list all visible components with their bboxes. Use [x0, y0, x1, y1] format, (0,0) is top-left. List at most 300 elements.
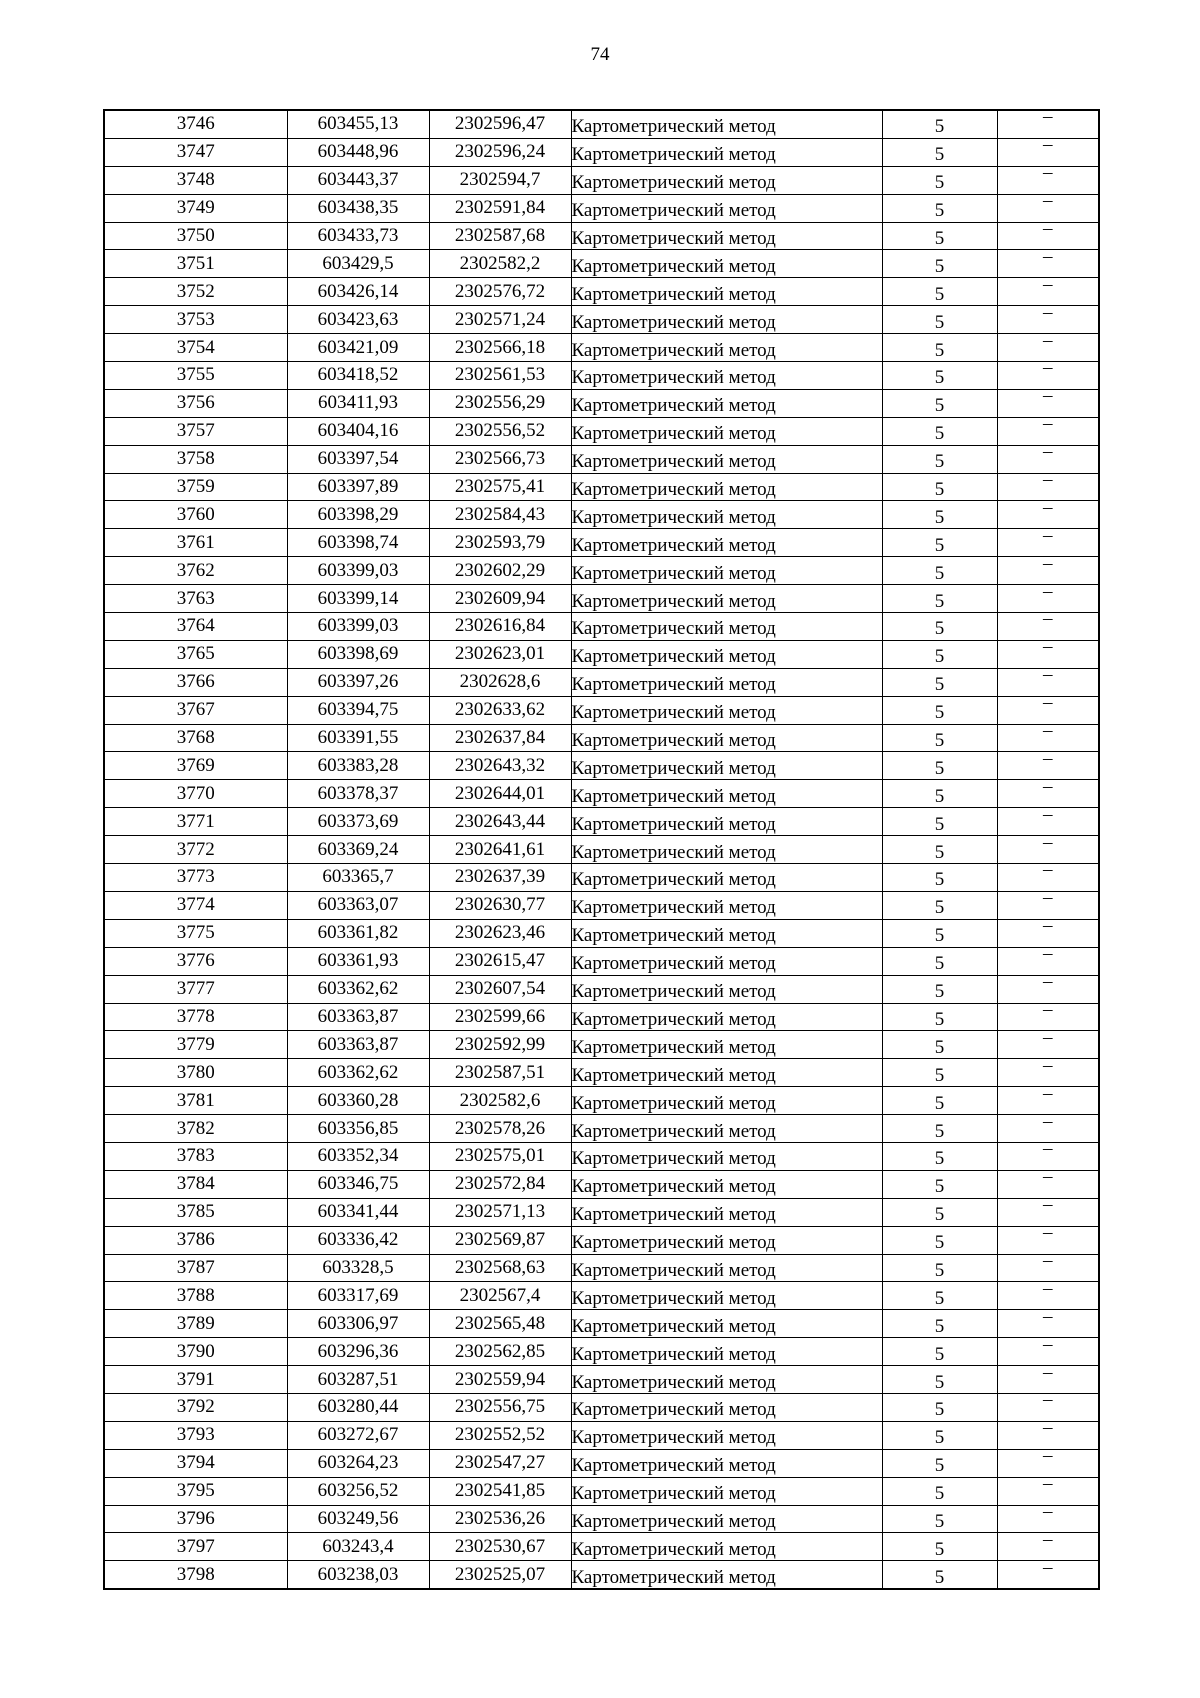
- table-row: [104, 1533, 1099, 1561]
- note-text: –: [1043, 835, 1053, 853]
- y-coordinate-cell: 2302607,54: [429, 975, 571, 1003]
- y-coordinate-cell: 2302572,84: [429, 1170, 571, 1198]
- point-number-cell: 3795: [104, 1477, 287, 1505]
- accuracy-text: 5: [934, 1232, 945, 1254]
- accuracy-text: 5: [934, 1064, 945, 1086]
- point-number-cell: 3757: [104, 417, 287, 445]
- x-coordinate-cell: 603378,37: [287, 780, 429, 808]
- y-coordinate-cell: 2302568,63: [429, 1254, 571, 1282]
- x-coordinate-cell: 603423,63: [287, 306, 429, 334]
- table-row: [104, 306, 1099, 334]
- accuracy-text: 5: [934, 1120, 945, 1142]
- note-text: –: [1043, 1030, 1053, 1048]
- table-row: [104, 362, 1099, 390]
- note-cell: [997, 1059, 1099, 1087]
- table-row: [104, 334, 1099, 362]
- point-number-cell: 3765: [104, 640, 287, 668]
- method-text: Картометрический метод: [571, 646, 776, 668]
- method-text: Картометрический метод: [571, 1092, 776, 1114]
- accuracy-cell: [882, 250, 997, 278]
- x-coordinate-cell: 603361,93: [287, 947, 429, 975]
- accuracy-cell: [882, 1366, 997, 1394]
- x-coordinate-cell: 603336,42: [287, 1226, 429, 1254]
- table-row: [104, 1449, 1099, 1477]
- method-text: Картометрический метод: [571, 562, 776, 584]
- accuracy-cell: [882, 752, 997, 780]
- point-number-cell: 3756: [104, 389, 287, 417]
- accuracy-cell: [882, 1338, 997, 1366]
- x-coordinate-cell: 603306,97: [287, 1310, 429, 1338]
- method-cell: [571, 724, 882, 752]
- method-text: Картометрический метод: [571, 1483, 776, 1505]
- method-text: Картометрический метод: [571, 590, 776, 612]
- method-cell: [571, 557, 882, 585]
- y-coordinate-cell: 2302628,6: [429, 668, 571, 696]
- note-text: –: [1043, 1114, 1053, 1132]
- note-cell: [997, 808, 1099, 836]
- table-row: [104, 1366, 1099, 1394]
- accuracy-text: 5: [934, 925, 945, 947]
- method-cell: [571, 1254, 882, 1282]
- point-number-cell: 3798: [104, 1561, 287, 1589]
- method-text: Картометрический метод: [571, 451, 776, 473]
- note-text: –: [1043, 1086, 1053, 1104]
- method-cell: [571, 334, 882, 362]
- note-cell: [997, 389, 1099, 417]
- accuracy-text: 5: [934, 423, 945, 445]
- table-row: [104, 640, 1099, 668]
- accuracy-cell: [882, 194, 997, 222]
- table-row: [104, 250, 1099, 278]
- x-coordinate-cell: 603399,03: [287, 613, 429, 641]
- method-text: Картометрический метод: [571, 1008, 776, 1030]
- y-coordinate-cell: 2302587,51: [429, 1059, 571, 1087]
- table-row: [104, 696, 1099, 724]
- y-coordinate-cell: 2302541,85: [429, 1477, 571, 1505]
- x-coordinate-cell: 603391,55: [287, 724, 429, 752]
- x-coordinate-cell: 603362,62: [287, 1059, 429, 1087]
- method-text: Картометрический метод: [571, 1232, 776, 1254]
- y-coordinate-cell: 2302576,72: [429, 278, 571, 306]
- y-coordinate-cell: 2302552,52: [429, 1421, 571, 1449]
- note-text: –: [1043, 110, 1053, 128]
- y-coordinate-cell: 2302584,43: [429, 501, 571, 529]
- table-row: [104, 1505, 1099, 1533]
- note-text: –: [1043, 1170, 1053, 1188]
- method-text: Картометрический метод: [571, 311, 776, 333]
- accuracy-text: 5: [934, 339, 945, 361]
- method-cell: [571, 613, 882, 641]
- point-number-cell: 3753: [104, 306, 287, 334]
- note-cell: [997, 585, 1099, 613]
- point-number-cell: 3771: [104, 808, 287, 836]
- method-cell: [571, 808, 882, 836]
- y-coordinate-cell: 2302556,52: [429, 417, 571, 445]
- method-cell: [571, 1338, 882, 1366]
- point-number-cell: 3764: [104, 613, 287, 641]
- y-coordinate-cell: 2302641,61: [429, 836, 571, 864]
- method-text: Картометрический метод: [571, 534, 776, 556]
- note-text: –: [1043, 277, 1053, 295]
- y-coordinate-cell: 2302616,84: [429, 613, 571, 641]
- accuracy-cell: [882, 891, 997, 919]
- point-number-cell: 3789: [104, 1310, 287, 1338]
- accuracy-cell: [882, 919, 997, 947]
- accuracy-cell: [882, 836, 997, 864]
- note-cell: [997, 222, 1099, 250]
- note-cell: [997, 640, 1099, 668]
- y-coordinate-cell: 2302593,79: [429, 529, 571, 557]
- table-row: [104, 613, 1099, 641]
- method-cell: [571, 278, 882, 306]
- accuracy-cell: [882, 278, 997, 306]
- x-coordinate-cell: 603397,54: [287, 445, 429, 473]
- note-cell: [997, 1282, 1099, 1310]
- x-coordinate-cell: 603328,5: [287, 1254, 429, 1282]
- accuracy-text: 5: [934, 562, 945, 584]
- note-text: –: [1043, 138, 1053, 156]
- method-text: Картометрический метод: [571, 1259, 776, 1281]
- accuracy-cell: [882, 1254, 997, 1282]
- x-coordinate-cell: 603411,93: [287, 389, 429, 417]
- note-text: –: [1043, 194, 1053, 212]
- accuracy-text: 5: [934, 869, 945, 891]
- method-text: Картометрический метод: [571, 813, 776, 835]
- note-cell: [997, 1226, 1099, 1254]
- method-cell: [571, 1366, 882, 1394]
- accuracy-cell: [882, 1031, 997, 1059]
- table-row: [104, 529, 1099, 557]
- note-text: –: [1043, 1560, 1053, 1578]
- accuracy-text: 5: [934, 981, 945, 1003]
- method-text: Картометрический метод: [571, 897, 776, 919]
- x-coordinate-cell: 603383,28: [287, 752, 429, 780]
- method-text: Картометрический метод: [571, 757, 776, 779]
- note-cell: [997, 1366, 1099, 1394]
- x-coordinate-cell: 603362,62: [287, 975, 429, 1003]
- point-number-cell: 3792: [104, 1393, 287, 1421]
- accuracy-text: 5: [934, 590, 945, 612]
- method-cell: [571, 1310, 882, 1338]
- method-text: Картометрический метод: [571, 1510, 776, 1532]
- accuracy-cell: [882, 166, 997, 194]
- accuracy-cell: [882, 445, 997, 473]
- note-cell: [997, 250, 1099, 278]
- table-row: [104, 1087, 1099, 1115]
- page-number: 74: [590, 44, 610, 65]
- method-cell: [571, 780, 882, 808]
- point-number-cell: 3748: [104, 166, 287, 194]
- method-text: Картометрический метод: [571, 1176, 776, 1198]
- x-coordinate-cell: 603287,51: [287, 1366, 429, 1394]
- table-row: [104, 1115, 1099, 1143]
- method-cell: [571, 1477, 882, 1505]
- method-text: Картометрический метод: [571, 228, 776, 249]
- method-text: Картометрический метод: [571, 1064, 776, 1086]
- method-text: Картометрический метод: [571, 339, 776, 361]
- method-text: Картометрический метод: [571, 1343, 776, 1365]
- y-coordinate-cell: 2302596,47: [429, 110, 571, 138]
- note-cell: [997, 1198, 1099, 1226]
- note-text: –: [1043, 1003, 1053, 1020]
- y-coordinate-cell: 2302599,66: [429, 1003, 571, 1031]
- note-cell: [997, 1170, 1099, 1198]
- note-cell: [997, 1310, 1099, 1338]
- note-cell: [997, 1338, 1099, 1366]
- accuracy-text: 5: [934, 451, 945, 473]
- accuracy-cell: [882, 1003, 997, 1031]
- accuracy-text: 5: [934, 479, 945, 501]
- accuracy-cell: [882, 808, 997, 836]
- table-row: [104, 668, 1099, 696]
- y-coordinate-cell: 2302556,75: [429, 1393, 571, 1421]
- table-row: [104, 808, 1099, 836]
- accuracy-cell: [882, 696, 997, 724]
- accuracy-cell: [882, 1282, 997, 1310]
- method-text: Картометрический метод: [571, 144, 776, 166]
- note-text: –: [1043, 166, 1053, 184]
- y-coordinate-cell: 2302615,47: [429, 947, 571, 975]
- y-coordinate-cell: 2302561,53: [429, 362, 571, 390]
- accuracy-text: 5: [934, 506, 945, 528]
- x-coordinate-cell: 603394,75: [287, 696, 429, 724]
- method-text: Картометрический метод: [571, 506, 776, 528]
- point-number-cell: 3759: [104, 473, 287, 501]
- note-text: –: [1043, 249, 1053, 267]
- method-text: Картометрический метод: [571, 702, 776, 724]
- point-number-cell: 3788: [104, 1282, 287, 1310]
- method-text: Картометрический метод: [571, 283, 776, 305]
- accuracy-text: 5: [934, 1176, 945, 1198]
- point-number-cell: 3790: [104, 1338, 287, 1366]
- note-cell: [997, 138, 1099, 166]
- x-coordinate-cell: 603363,87: [287, 1031, 429, 1059]
- method-cell: [571, 585, 882, 613]
- accuracy-cell: [882, 389, 997, 417]
- x-coordinate-cell: 603346,75: [287, 1170, 429, 1198]
- method-text: Картометрический метод: [571, 1148, 776, 1170]
- accuracy-cell: [882, 1115, 997, 1143]
- method-cell: [571, 864, 882, 892]
- accuracy-text: 5: [934, 534, 945, 556]
- x-coordinate-cell: 603317,69: [287, 1282, 429, 1310]
- note-text: –: [1043, 445, 1053, 463]
- method-cell: [571, 250, 882, 278]
- note-cell: [997, 334, 1099, 362]
- accuracy-cell: [882, 1505, 997, 1533]
- accuracy-text: 5: [934, 757, 945, 779]
- accuracy-text: 5: [934, 841, 945, 863]
- accuracy-cell: [882, 1087, 997, 1115]
- x-coordinate-cell: 603418,52: [287, 362, 429, 390]
- x-coordinate-cell: 603360,28: [287, 1087, 429, 1115]
- method-cell: [571, 1449, 882, 1477]
- y-coordinate-cell: 2302578,26: [429, 1115, 571, 1143]
- accuracy-cell: [882, 585, 997, 613]
- point-number-cell: 3768: [104, 724, 287, 752]
- accuracy-cell: [882, 1449, 997, 1477]
- table-row: [104, 194, 1099, 222]
- y-coordinate-cell: 2302565,48: [429, 1310, 571, 1338]
- point-number-cell: 3793: [104, 1421, 287, 1449]
- method-cell: [571, 529, 882, 557]
- method-text: Картометрический метод: [571, 1287, 776, 1309]
- point-number-cell: 3758: [104, 445, 287, 473]
- point-number-cell: 3783: [104, 1142, 287, 1170]
- x-coordinate-cell: 603438,35: [287, 194, 429, 222]
- note-text: –: [1043, 389, 1053, 407]
- note-text: –: [1043, 528, 1053, 546]
- y-coordinate-cell: 2302566,73: [429, 445, 571, 473]
- x-coordinate-cell: 603397,26: [287, 668, 429, 696]
- y-coordinate-cell: 2302587,68: [429, 222, 571, 250]
- note-cell: [997, 362, 1099, 390]
- accuracy-text: 5: [934, 1427, 945, 1449]
- accuracy-text: 5: [934, 228, 945, 249]
- x-coordinate-cell: 603256,52: [287, 1477, 429, 1505]
- note-text: –: [1043, 863, 1053, 881]
- note-cell: [997, 1003, 1099, 1031]
- note-text: –: [1043, 1337, 1053, 1355]
- accuracy-text: 5: [934, 1399, 945, 1421]
- point-number-cell: 3769: [104, 752, 287, 780]
- note-cell: [997, 501, 1099, 529]
- method-text: Картометрический метод: [571, 423, 776, 445]
- note-cell: [997, 1087, 1099, 1115]
- accuracy-text: 5: [934, 1371, 945, 1393]
- y-coordinate-cell: 2302591,84: [429, 194, 571, 222]
- accuracy-cell: [882, 640, 997, 668]
- method-cell: [571, 1115, 882, 1143]
- accuracy-cell: [882, 1142, 997, 1170]
- note-cell: [997, 306, 1099, 334]
- note-text: –: [1043, 1281, 1053, 1299]
- table-row: [104, 1003, 1099, 1031]
- point-number-cell: 3775: [104, 919, 287, 947]
- table-row: [104, 724, 1099, 752]
- point-number-cell: 3786: [104, 1226, 287, 1254]
- table-row: [104, 1198, 1099, 1226]
- y-coordinate-cell: 2302562,85: [429, 1338, 571, 1366]
- method-text: Картометрический метод: [571, 1399, 776, 1421]
- table-row: [104, 1170, 1099, 1198]
- method-cell: [571, 417, 882, 445]
- note-text: –: [1043, 1254, 1053, 1271]
- accuracy-text: 5: [934, 1259, 945, 1281]
- accuracy-text: 5: [934, 1092, 945, 1114]
- method-cell: [571, 1226, 882, 1254]
- accuracy-text: 5: [934, 1036, 945, 1058]
- method-cell: [571, 362, 882, 390]
- x-coordinate-cell: 603369,24: [287, 836, 429, 864]
- method-cell: [571, 138, 882, 166]
- accuracy-text: 5: [934, 730, 945, 752]
- x-coordinate-cell: 603397,89: [287, 473, 429, 501]
- accuracy-cell: [882, 780, 997, 808]
- method-text: Картометрический метод: [571, 1036, 776, 1058]
- accuracy-cell: [882, 334, 997, 362]
- y-coordinate-cell: 2302566,18: [429, 334, 571, 362]
- accuracy-text: 5: [934, 1315, 945, 1337]
- note-text: –: [1043, 1142, 1053, 1160]
- note-cell: [997, 1533, 1099, 1561]
- accuracy-text: 5: [934, 1538, 945, 1560]
- note-text: –: [1043, 724, 1053, 742]
- accuracy-cell: [882, 473, 997, 501]
- note-cell: [997, 1561, 1099, 1589]
- table-row: [104, 864, 1099, 892]
- accuracy-text: 5: [934, 897, 945, 919]
- table-row: [104, 1226, 1099, 1254]
- x-coordinate-cell: 603429,5: [287, 250, 429, 278]
- accuracy-text: 5: [934, 395, 945, 417]
- x-coordinate-cell: 603398,74: [287, 529, 429, 557]
- note-text: –: [1043, 779, 1053, 797]
- point-number-cell: 3760: [104, 501, 287, 529]
- point-number-cell: 3746: [104, 110, 287, 138]
- method-text: Картометрический метод: [571, 255, 776, 277]
- method-cell: [571, 1505, 882, 1533]
- point-number-cell: 3761: [104, 529, 287, 557]
- x-coordinate-cell: 603361,82: [287, 919, 429, 947]
- table-row: [104, 919, 1099, 947]
- table-row: [104, 585, 1099, 613]
- accuracy-cell: [882, 362, 997, 390]
- note-cell: [997, 1254, 1099, 1282]
- point-number-cell: 3787: [104, 1254, 287, 1282]
- note-text: –: [1043, 333, 1053, 351]
- x-coordinate-cell: 603296,36: [287, 1338, 429, 1366]
- note-cell: [997, 696, 1099, 724]
- method-cell: [571, 194, 882, 222]
- note-cell: [997, 1505, 1099, 1533]
- table-row: [104, 278, 1099, 306]
- y-coordinate-cell: 2302592,99: [429, 1031, 571, 1059]
- table-row: [104, 166, 1099, 194]
- y-coordinate-cell: 2302633,62: [429, 696, 571, 724]
- note-text: –: [1043, 807, 1053, 825]
- x-coordinate-cell: 603249,56: [287, 1505, 429, 1533]
- method-cell: [571, 975, 882, 1003]
- accuracy-cell: [882, 1477, 997, 1505]
- method-cell: [571, 696, 882, 724]
- point-number-cell: 3755: [104, 362, 287, 390]
- note-cell: [997, 1142, 1099, 1170]
- accuracy-text: 5: [934, 283, 945, 305]
- y-coordinate-cell: 2302602,29: [429, 557, 571, 585]
- note-text: –: [1043, 751, 1053, 769]
- note-text: –: [1043, 222, 1053, 239]
- method-text: Картометрический метод: [571, 674, 776, 696]
- accuracy-cell: [882, 417, 997, 445]
- method-cell: [571, 110, 882, 138]
- method-cell: [571, 1059, 882, 1087]
- accuracy-cell: [882, 1310, 997, 1338]
- method-text: Картометрический метод: [571, 1566, 776, 1588]
- method-text: Картометрический метод: [571, 479, 776, 501]
- accuracy-cell: [882, 1170, 997, 1198]
- table-row: [104, 222, 1099, 250]
- y-coordinate-cell: 2302559,94: [429, 1366, 571, 1394]
- note-cell: [997, 1393, 1099, 1421]
- accuracy-cell: [882, 1226, 997, 1254]
- accuracy-text: 5: [934, 1455, 945, 1477]
- note-text: –: [1043, 1421, 1053, 1439]
- method-cell: [571, 222, 882, 250]
- x-coordinate-cell: 603272,67: [287, 1421, 429, 1449]
- note-cell: [997, 919, 1099, 947]
- accuracy-text: 5: [934, 1204, 945, 1226]
